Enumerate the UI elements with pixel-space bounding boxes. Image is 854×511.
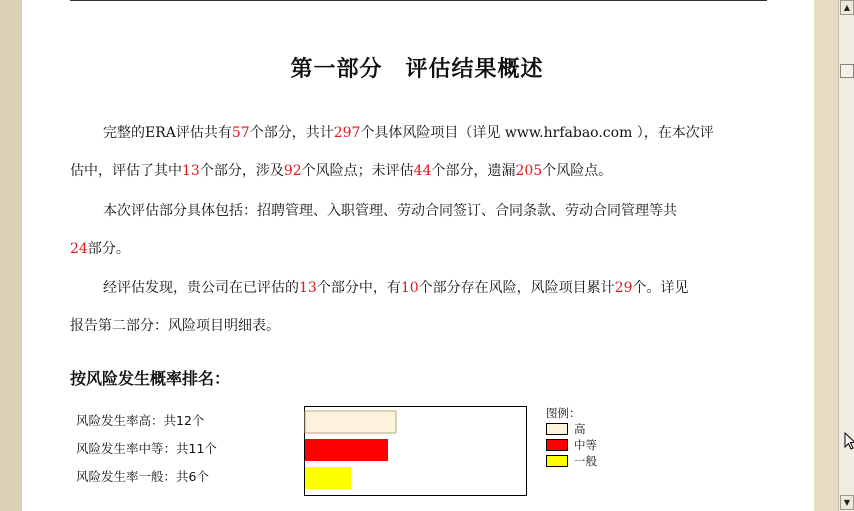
section-heading: 按风险发生概率排名： [70, 369, 231, 388]
legend-title: 图例： [546, 406, 581, 420]
chart-legend [546, 405, 597, 469]
paragraph-3-line-1: 经评估发现，贵公司在已评估的13个部分中，有10个部分存在风险，风险项目累计29个。详见 [103, 280, 689, 296]
legend-swatch-low [546, 455, 568, 467]
top-rule [70, 0, 767, 1]
paragraph-1-line-1: 完整的ERA评估共有57个部分，共计297个具体风险项目（详见 www.hrfabao.com ），在本次评 [103, 125, 714, 141]
bar-high [305, 411, 396, 433]
legend-item-medium [546, 437, 597, 453]
mouse-cursor-icon [844, 432, 854, 452]
left-page-margin [0, 0, 22, 511]
paragraph-2 [70, 192, 770, 268]
bar-low [305, 467, 351, 489]
category-label-high: 风险发生率高：共12个 [76, 413, 205, 428]
legend-swatch-medium [546, 439, 568, 451]
document-page [22, 0, 814, 511]
paragraph-3 [70, 269, 770, 345]
legend-swatch-high [546, 423, 568, 435]
bar-medium [305, 439, 388, 461]
category-label-low: 风险发生率一般：共6个 [76, 469, 209, 484]
arrow-down-icon[interactable]: ▼ [840, 495, 854, 510]
scroll-thumb[interactable] [840, 64, 854, 78]
legend-item-low [546, 453, 597, 469]
legend-label-high: 高 [574, 422, 586, 436]
legend-label-low: 一般 [574, 454, 597, 468]
right-page-margin [814, 0, 838, 511]
paragraph-2-line-1: 本次评估部分具体包括：招聘管理、入职管理、劳动合同签订、合同条款、劳动合同管理等共 [103, 203, 677, 219]
page-title: 第一部分 评估结果概述 [290, 56, 544, 82]
risk-bar-chart [304, 406, 528, 498]
arrow-up-icon[interactable]: ▲ [840, 0, 854, 15]
category-label-medium: 风险发生率中等：共11个 [76, 441, 217, 456]
paragraph-2-line-2: 24部分。 [70, 241, 130, 257]
legend-label-medium: 中等 [574, 438, 597, 452]
paragraph-1 [70, 114, 770, 190]
chart-category-labels [76, 410, 217, 494]
legend-item-high [546, 421, 597, 437]
paragraph-3-line-2: 报告第二部分：风险项目明细表。 [70, 318, 280, 334]
paragraph-1-line-2: 估中，评估了其中13个部分，涉及92个风险点；未评估44个部分，遗漏205个风险点。 [70, 163, 613, 179]
